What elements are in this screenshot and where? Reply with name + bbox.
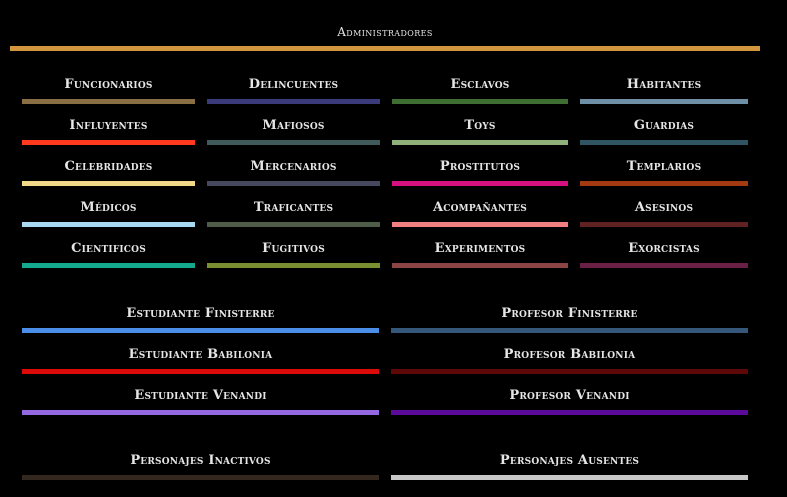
- group-color-bar: [207, 140, 380, 145]
- group-label: Funcionarios: [64, 77, 153, 92]
- group-label: Templarios: [626, 159, 702, 174]
- group-color-bar: [392, 263, 568, 268]
- group-label: Guardias: [633, 118, 695, 133]
- group-color-bar: [580, 263, 748, 268]
- group-color-bar: [22, 369, 379, 374]
- group-color-bar: [580, 181, 748, 186]
- group-color-bar: [580, 99, 748, 104]
- group-color-bar: [207, 99, 380, 104]
- group-color-bar: [580, 222, 748, 227]
- group-label: Administradores: [337, 25, 433, 39]
- group-label: Personajes Ausentes: [499, 453, 640, 468]
- group-label: Esclavos: [450, 77, 510, 92]
- group-label: Fugitivos: [262, 241, 325, 256]
- group-color-bar: [392, 140, 568, 145]
- group-color-bar: [391, 475, 748, 480]
- group-label: Habitantes: [626, 77, 702, 92]
- group-color-bar: [391, 410, 748, 415]
- group-label: Estudiante Babilonia: [128, 347, 273, 362]
- group-color-bar: [22, 475, 379, 480]
- group-label: Mafiosos: [262, 118, 325, 133]
- group-color-bar: [391, 328, 748, 333]
- group-label: Acompañantes: [432, 200, 528, 215]
- group-label: Estudiante Finisterre: [126, 306, 275, 321]
- group-color-bar: [392, 99, 568, 104]
- group-color-bar: [391, 369, 748, 374]
- group-color-bar: [392, 222, 568, 227]
- group-color-bar: [207, 222, 380, 227]
- group-label: Asesinos: [634, 200, 694, 215]
- group-label: Delincuentes: [248, 77, 339, 92]
- group-color-bar: [392, 181, 568, 186]
- group-label: Cientificos: [71, 241, 146, 256]
- group-label: Experimentos: [434, 241, 526, 256]
- group-label: Profesor Finisterre: [501, 306, 638, 321]
- group-color-bar: [22, 263, 195, 268]
- group-color-bar: [207, 263, 380, 268]
- group-color-bar: [22, 410, 379, 415]
- group-label: Toys: [464, 118, 496, 133]
- group-label: Celebridades: [64, 159, 153, 174]
- group-label: Profesor Venandi: [509, 388, 630, 403]
- group-label: Traficantes: [253, 200, 334, 215]
- group-label: Influyentes: [69, 118, 148, 133]
- group-color-bar: [22, 99, 195, 104]
- group-color-bar: [22, 328, 379, 333]
- group-label: Médicos: [80, 200, 137, 215]
- group-label: Prostitutos: [439, 159, 521, 174]
- group-label: Mercenarios: [250, 159, 337, 174]
- group-color-bar: [22, 181, 195, 186]
- group-color-bar: [10, 46, 760, 51]
- group-label: Estudiante Venandi: [134, 388, 267, 403]
- group-color-bar: [580, 140, 748, 145]
- group-label: Exorcistas: [628, 241, 700, 256]
- group-label: Profesor Babilonia: [503, 347, 636, 362]
- group-color-bar: [22, 140, 195, 145]
- group-label: Personajes Inactivos: [130, 453, 271, 468]
- group-color-bar: [22, 222, 195, 227]
- group-color-bar: [207, 181, 380, 186]
